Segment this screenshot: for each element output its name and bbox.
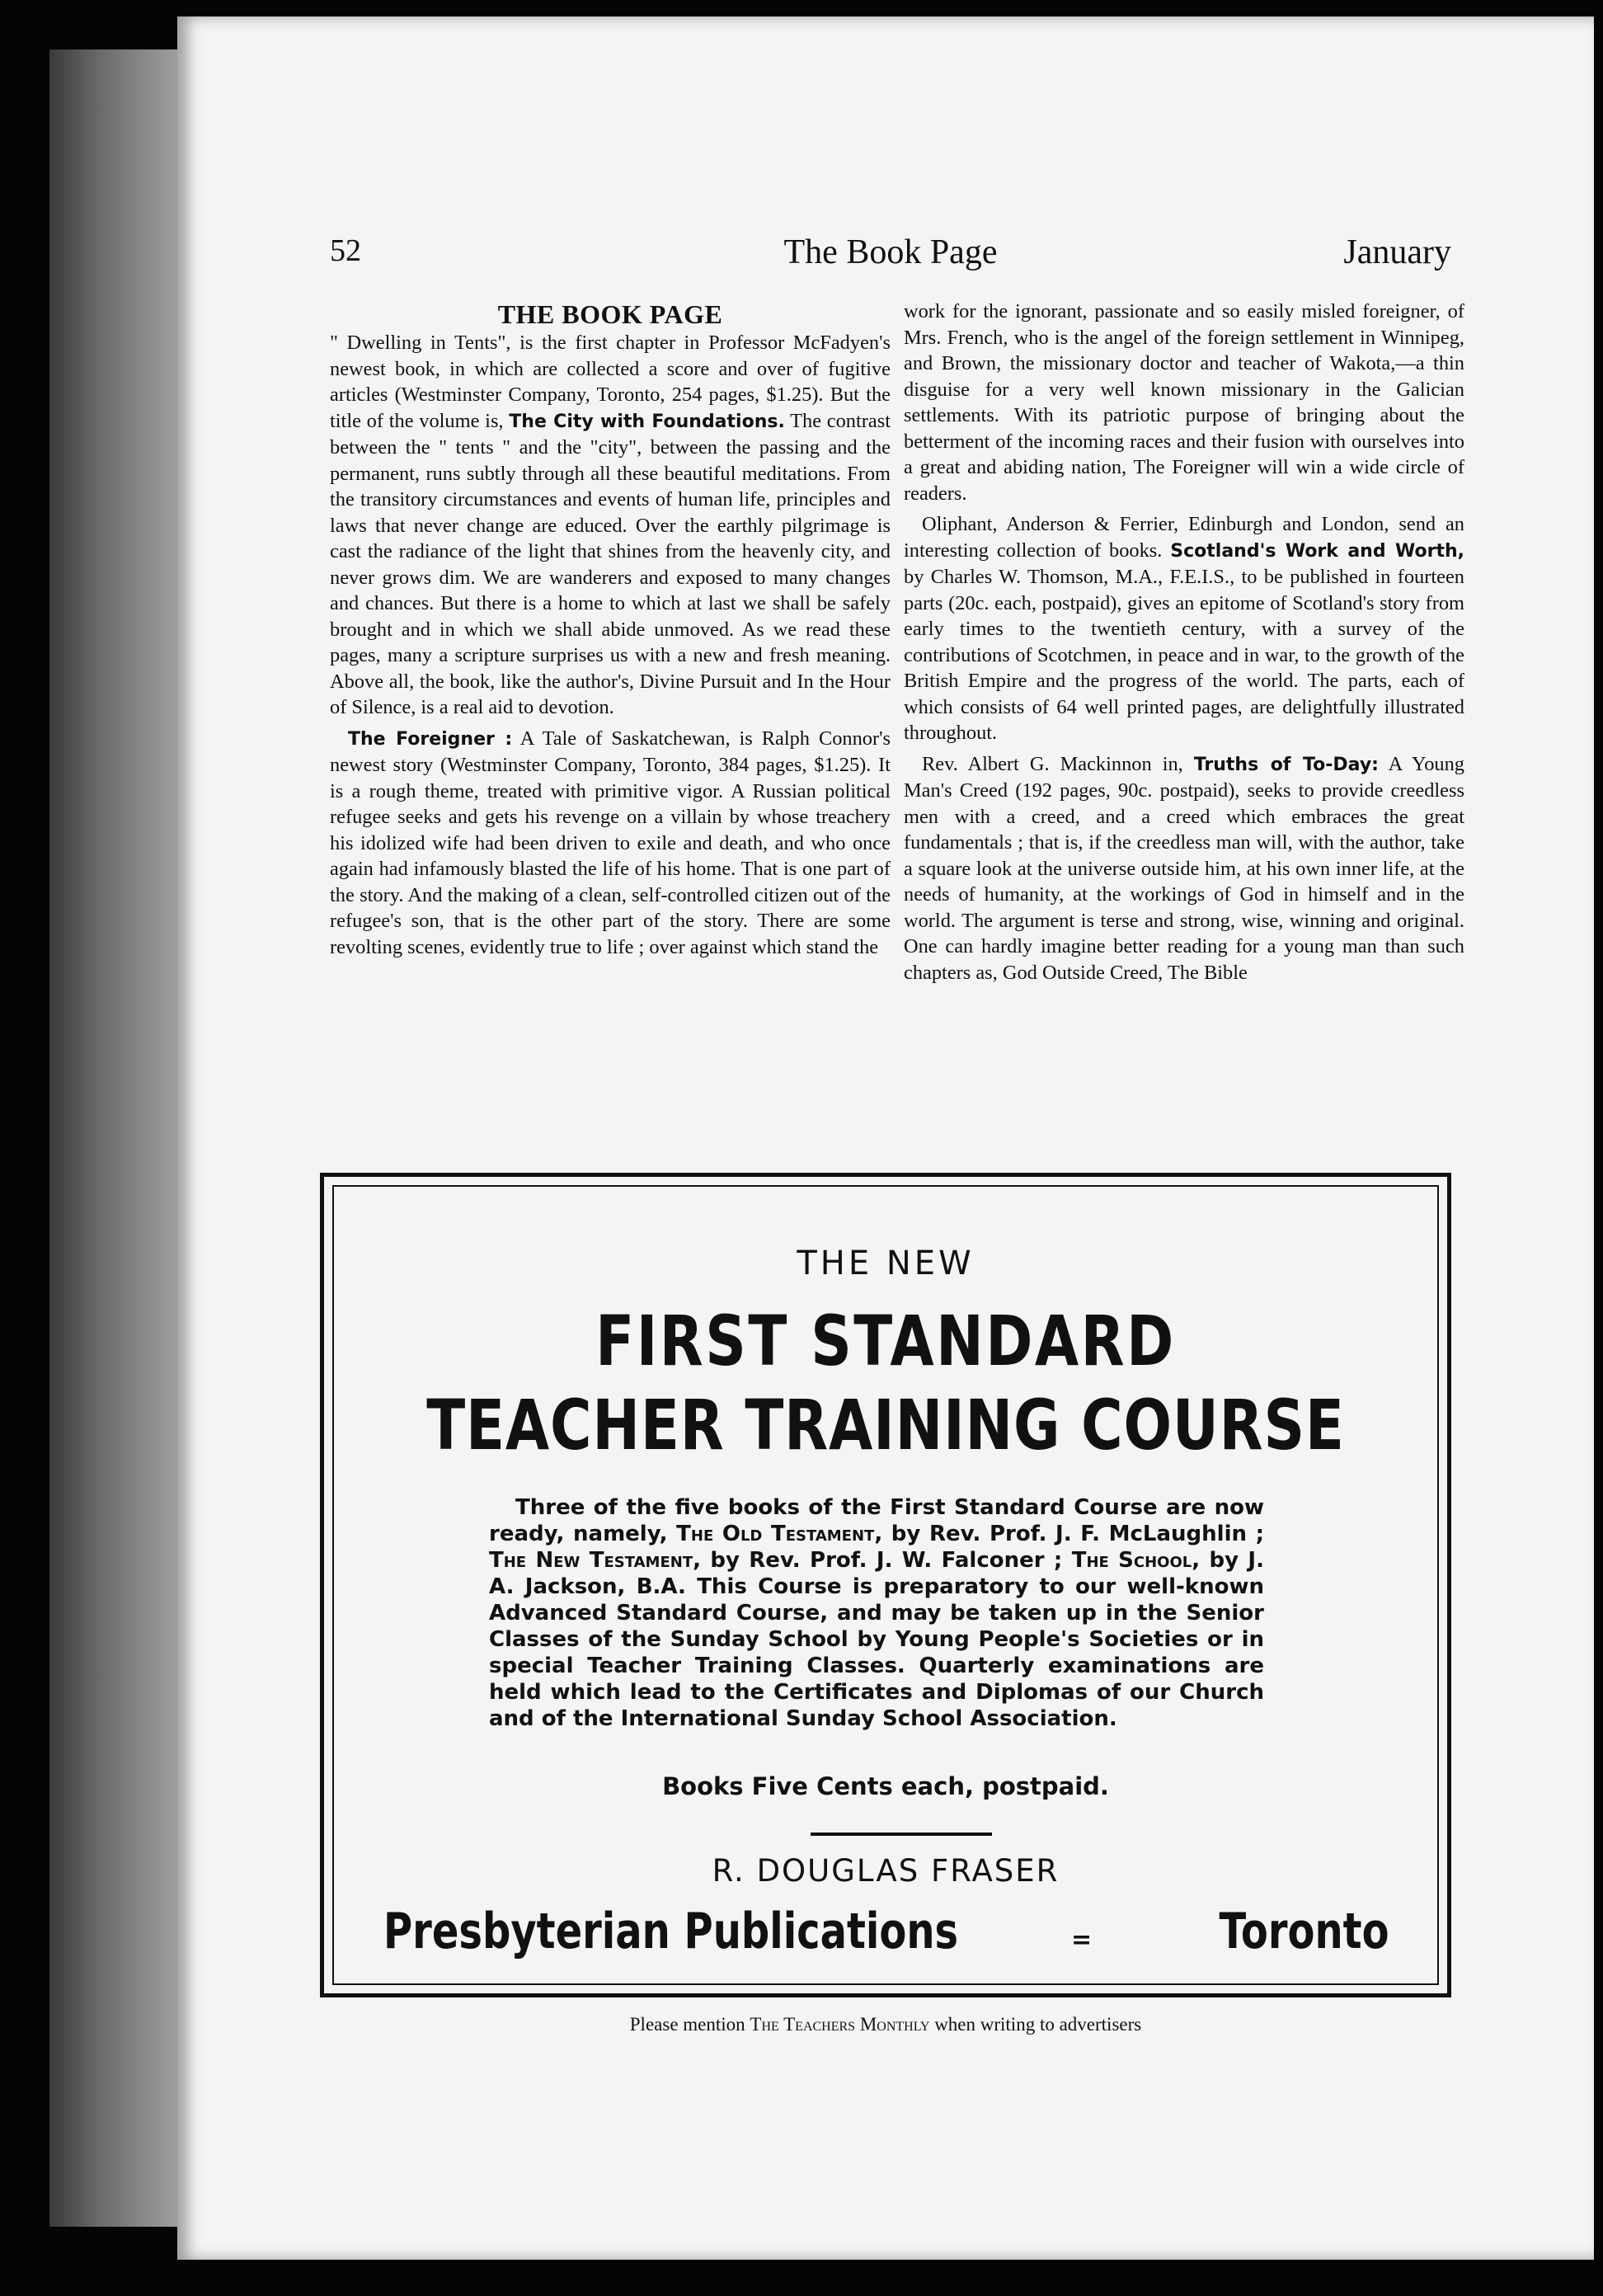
footer-text: Please mention (629, 2014, 750, 2035)
ad-text: by J. A. Jackson, B.A. This Course is preparatory to our well-known Advanced Standard Course, and may be taken up in the Senior Classes of the Sunday School by Young People's Societies or in special Teacher Training Classes. Quarterly examinations are held which lead to the Certificates and Diplomas of our Church and of the International Sunday School Association. (489, 1548, 1264, 1731)
issue-month: January (1343, 233, 1451, 271)
running-title: The Book Page (783, 233, 998, 271)
ad-book-title: The Old Testament, (676, 1522, 883, 1546)
review-text: A Tale of Saskatchewan, is Ralph Connor's newest story (Westminster Company, Toronto, 384 pages, $1.25). It is a rough theme, treated with primitive vigor. A Russian political refugee seeks and gets his revenge on a villain by whose treachery his idolized wife had been driven to exile and death, and who once again had infamously blasted the life of his home. That is one part of the story. And the making of a clean, self-controlled citizen out of the refugee's son, that is the other part of the story. There are some revolting scenes, evidently true to life ; over against which stand the (330, 727, 891, 958)
page-header (330, 233, 1451, 282)
page-footer (320, 2014, 1451, 2035)
ad-publisher: Presbyterian Publications (383, 1903, 959, 1960)
review-text: " Dwelling in Tents", is the first chapter in Professor McFadyen's newest book, in which are collected a score and over of fugitive articles (Westminster Company, Toronto, 254 pages, $1.25). But the title of the volume is, (330, 332, 891, 432)
magazine-name: The Teachers Monthly (750, 2014, 930, 2035)
review-paragraph (904, 751, 1464, 986)
ad-text: by Rev. Prof. J. F. McLaughlin ; (882, 1522, 1264, 1546)
ad-city: Toronto (1219, 1903, 1389, 1960)
ad-divider (811, 1833, 992, 1836)
ad-book-title: The School, (1071, 1548, 1201, 1573)
ad-advertiser-name: R. DOUGLAS FRASER (712, 1853, 1060, 1889)
ad-kicker: THE NEW (797, 1244, 975, 1282)
ad-book-title: The New Testament, (489, 1548, 701, 1573)
ad-text: Three of the five books of the First Standard Course are now ready, namely, (489, 1495, 1264, 1546)
right-column (904, 299, 1464, 1164)
left-column (330, 299, 891, 1164)
review-text: A Young Man's Creed (192 pages, 90c. postpaid), seeks to provide creedless men with a creed, and a creed which embraces the great fundamentals ; that is, if the creedless man will, with the author, take a square look at the universe outside him, at his own inner life, at the needs of humanity, at the workings of God in himself and in the world. The argument is terse and strong, wise, winning and original. One can hardly imagine better reading for a young man than such chapters as, God Outside Creed, The Bible (904, 752, 1464, 984)
review-paragraph (330, 330, 891, 721)
review-text: The contrast between the " tents " and the "city", between the passing and the permanent, runs subtly through all these beautiful meditations. From the transitory circumstances and events of human life, principles and laws that never change are educed. Over the earthly pilgrimage is cast the radiance of the light that shines from the heavenly city, and never grows dim. We are wanderers and exposed to many changes and chances. But there is a home to which at last we shall be safely brought and in which we shall abide unmoved. As we read these pages, many a scripture surprises us with a new and fresh meaning. Above all, the book, like the author's, Divine Pursuit and In the Hour of Silence, is a real aid to devotion. (330, 409, 891, 718)
page-number: 52 (330, 233, 361, 268)
review-text: Rev. Albert G. Mackinnon in, (922, 752, 1194, 775)
book-title: The Foreigner : (348, 728, 513, 750)
footer-text: when writing to advertisers (929, 2014, 1142, 2035)
ad-text: by Rev. Prof. J. W. Falconer ; (700, 1548, 1072, 1573)
section-heading: THE BOOK PAGE (497, 299, 723, 329)
ad-body-text (489, 1494, 1264, 1732)
book-title: Truths of To-Day: (1193, 754, 1379, 775)
ad-separator: = (1071, 1926, 1093, 1955)
review-paragraph: work for the ignorant, passionate and so easily misled foreigner, of Mrs. French, who is the angel of the foreign settlement in Winnipeg, and Brown, the missionary doctor and teacher of Wakota,—a thin disguise for a very well known missionary in the Galician settlements. With its patriotic purpose of bringing about the betterment of the incoming races and their fusion with ourselves into a great and abiding nation, The Foreigner will win a wide circle of readers. (904, 300, 1464, 505)
advertisement-box (320, 1173, 1451, 1997)
book-title: Scotland's Work and Worth, (1170, 540, 1464, 562)
ad-price: Books Five Cents each, postpaid. (662, 1772, 1109, 1800)
ad-headline: TEACHER TRAINING COURSE (426, 1385, 1345, 1466)
ad-headline: FIRST STANDARD (595, 1301, 1176, 1381)
review-paragraph (904, 511, 1464, 746)
review-paragraph (330, 726, 891, 961)
book-title: The City with Foundations. (509, 411, 785, 432)
review-text: Oliphant, Anderson & Ferrier, Edinburgh and London, send an interesting collection of books. (904, 513, 1464, 562)
review-text: by Charles W. Thomson, M.A., F.E.I.S., to be published in fourteen parts (20c. each, postpaid), gives an epitome of Scotland's story from early times to the twentieth century, with a survey of the contributions of Scotchmen, in peace and in war, to the growth of the British Empire and the progress of the world. The parts, each of which consists of 64 well printed pages, are delightfully illustrated throughout. (904, 566, 1464, 744)
